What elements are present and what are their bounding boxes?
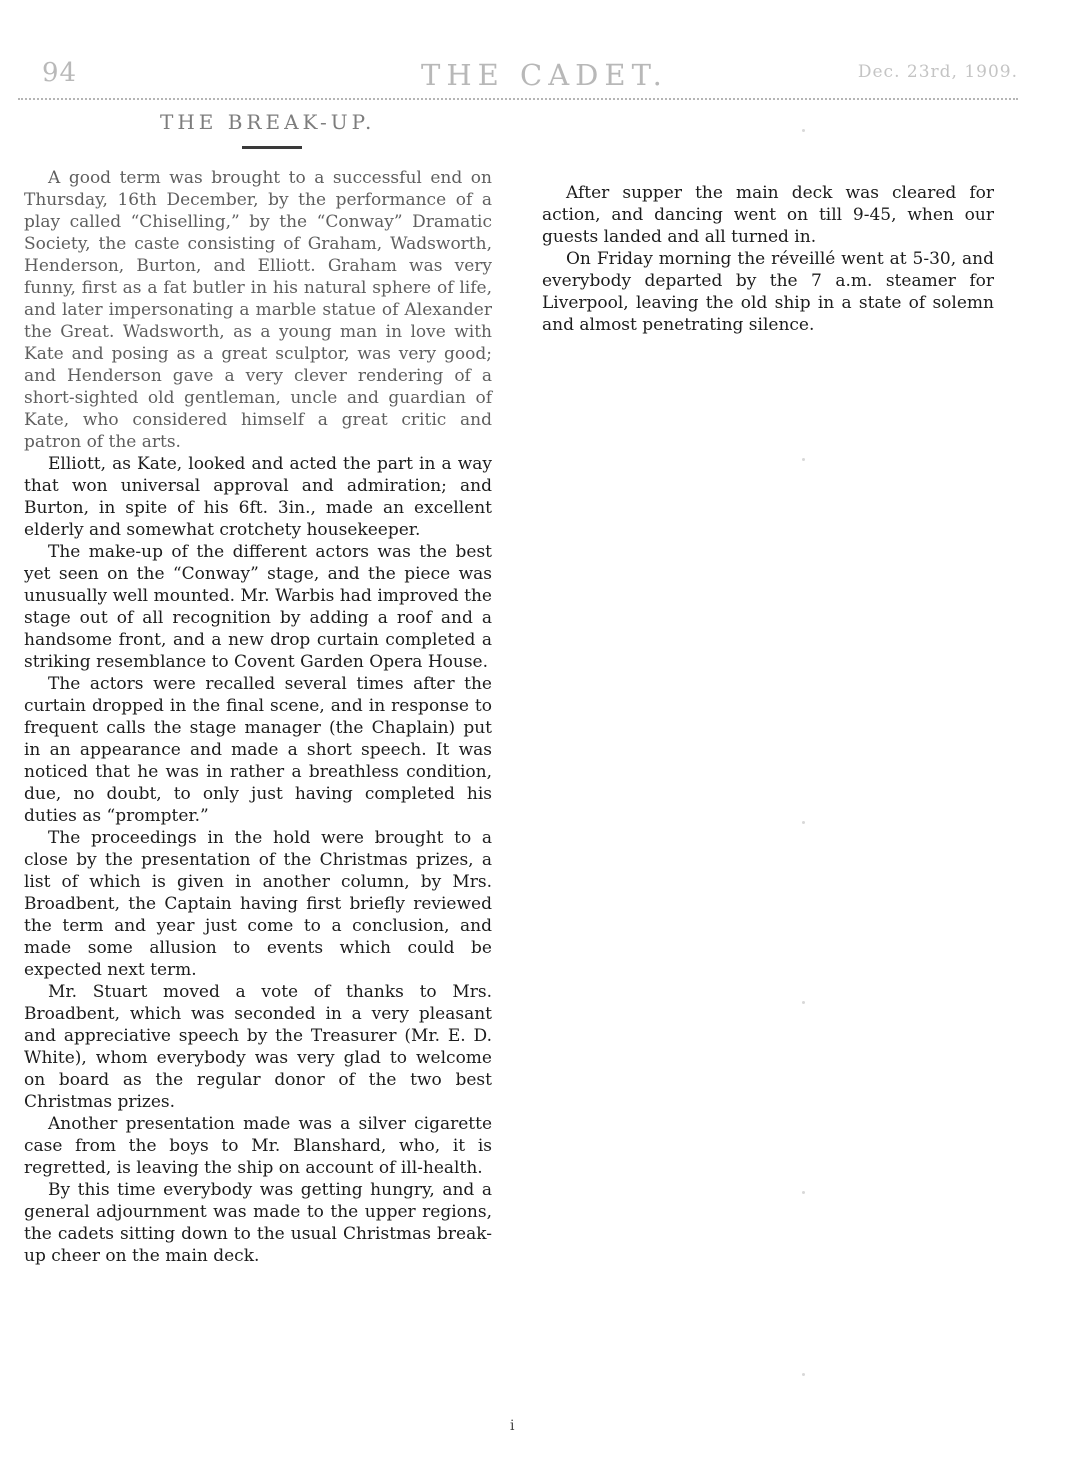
journal-title: THE CADET. xyxy=(421,58,668,92)
article-paragraph: The proceedings in the hold were brought to a close by the presentation of the Christmas prizes, a list of which is given in another column, by Mrs. Broadbent, the Captain having first briefly reviewed the term and year just come to a conclusion, and made some allusion to events which could be expected next term. xyxy=(24,828,492,980)
title-rule xyxy=(242,146,302,149)
page-number: 94 xyxy=(42,58,78,88)
article-paragraph: The actors were recalled several times after the curtain dropped in the final scene, and in response to frequent calls the stage manager (the Chaplain) put in an appearance and made a short speech. It was noticed that he was in rather a breathless condition, due, no doubt, to only just having completed his duties as “prompter.” xyxy=(24,674,492,826)
article-paragraph: Elliott, as Kate, looked and acted the part in a way that won universal approval and admiration; and Burton, in spite of his 6ft. 3in., made an excellent elderly and somewhat crotchety housekeeper. xyxy=(24,454,492,540)
article-paragraph: Mr. Stuart moved a vote of thanks to Mrs. Broadbent, which was seconded in a very pleasant and appreciative speech by the Treasurer (Mr. E. D. White), whom everybody was very glad to welcome on board as the regular donor of the two best Christmas prizes. xyxy=(24,982,492,1112)
page-header xyxy=(28,52,1028,92)
right-column xyxy=(542,182,994,336)
article-title: THE BREAK-UP. xyxy=(160,110,376,134)
article-paragraph: By this time everybody was getting hungry, and a general adjournment was made to the upper regions, the cadets sitting down to the usual Christmas break-up cheer on the main deck. xyxy=(24,1180,492,1266)
article-paragraph: After supper the main deck was cleared for action, and dancing went on till 9-45, when our guests landed and all turned in. xyxy=(542,183,994,247)
footer-mark: i xyxy=(510,1418,515,1434)
paper-speck xyxy=(802,1191,805,1194)
issue-date: Dec. 23rd, 1909. xyxy=(857,62,1018,82)
paper-speck xyxy=(802,129,805,132)
paper-speck xyxy=(802,458,805,461)
paper-speck xyxy=(802,821,805,824)
article-paragraph: On Friday morning the réveillé went at 5-30, and everybody departed by the 7 a.m. steamer for Liverpool, leaving the old ship in a state of solemn and almost penetrating silence. xyxy=(542,249,994,335)
header-rule xyxy=(18,98,1018,100)
article-paragraph: The make-up of the different actors was the best yet seen on the “Conway” stage, and the piece was unusually well mounted. Mr. Warbis had improved the stage out of all recognition by adding a roof and a handsome front, and a new drop curtain completed a striking resemblance to Covent Garden Opera House. xyxy=(24,542,492,672)
paper-speck xyxy=(802,1373,805,1376)
paper-speck xyxy=(802,1001,805,1004)
article-paragraph: A good term was brought to a successful end on Thursday, 16th December, by the performance of a play called “Chiselling,” by the “Conway” Dramatic Society, the caste consisting of Graham, Wadsworth, Henderson, Burton, and Elliott. Graham was very funny, first as a fat butler in his natural sphere of life, and later impersonating a marble statue of Alexander the Great. Wadsworth, as a young man in love with Kate and posing as a great sculptor, was very good; and Henderson gave a very clever rendering of a short-sighted old gentleman, uncle and guardian of Kate, who considered himself a great critic and patron of the arts. xyxy=(24,168,492,452)
left-column xyxy=(24,167,492,1267)
article-paragraph: Another presentation made was a silver cigarette case from the boys to Mr. Blanshard, who, it is regretted, is leaving the ship on account of ill-health. xyxy=(24,1114,492,1178)
